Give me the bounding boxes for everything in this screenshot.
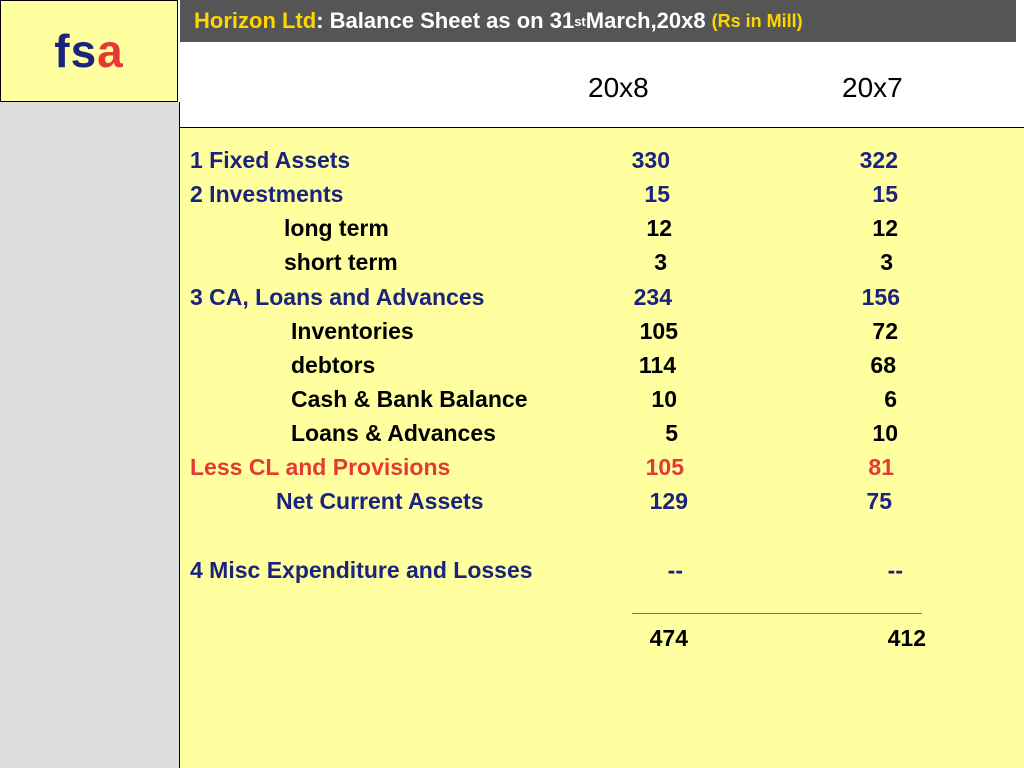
row-label: Loans & Advances [291, 420, 496, 446]
total-year1: 474 [649, 625, 688, 651]
row-value-year1: 114 [638, 352, 676, 378]
row-label: 1 Fixed Assets [190, 147, 351, 173]
row-value-year2: 72 [872, 318, 898, 344]
total-underline [632, 613, 922, 614]
row-value-year1: 330 [631, 147, 670, 173]
row-label: Cash & Bank Balance [291, 386, 528, 412]
row-value-year2: 68 [870, 352, 896, 378]
row-label: short term [284, 249, 398, 275]
row-label: debtors [291, 352, 376, 378]
logo [0, 0, 178, 102]
row-label: long term [284, 215, 389, 241]
slide-title [180, 0, 1016, 42]
title-superscript: st [574, 13, 586, 29]
row-value-year1: 105 [645, 454, 684, 480]
row-value-year2: 6 [884, 386, 897, 412]
row-value-year1: 15 [644, 181, 670, 207]
balance-sheet-body [180, 128, 1024, 768]
row-value-year2: 81 [868, 454, 894, 480]
column-header-year1: 20x8 [588, 72, 649, 103]
row-value-year1: 129 [649, 488, 688, 514]
row-label: Net Current Assets [276, 488, 484, 514]
column-header-row [180, 42, 1024, 128]
row-value-year2: 322 [859, 147, 898, 173]
total-year2: 412 [887, 625, 926, 651]
row-value-year1: 5 [665, 420, 678, 446]
title-date: March,20x8 [585, 8, 706, 33]
row-value-year2: 75 [866, 488, 892, 514]
row-value-year1: 105 [639, 318, 678, 344]
row-label: 3 CA, Loans and Advances [190, 284, 485, 310]
row-label: 4 Misc Expenditure and Losses [190, 557, 533, 583]
row-value-year1: 10 [651, 386, 677, 412]
row-value-year2: 10 [872, 420, 898, 446]
row-value-year2: 3 [880, 249, 893, 275]
row-value-year2: -- [887, 557, 903, 583]
side-panel [0, 102, 180, 768]
row-value-year1: -- [667, 557, 683, 583]
logo-letter-s: s [70, 25, 98, 77]
row-label: 2 Investments [190, 181, 344, 207]
column-header-year2: 20x7 [842, 72, 903, 103]
row-value-year2: 12 [872, 215, 898, 241]
row-value-year2: 156 [861, 284, 900, 310]
row-value-year1: 234 [633, 284, 672, 310]
row-value-year1: 12 [646, 215, 672, 241]
logo-letter-a: a [97, 25, 124, 77]
row-label: Inventories [291, 318, 414, 344]
row-label: Less CL and Provisions [190, 454, 451, 480]
row-value-year1: 3 [654, 249, 667, 275]
title-text: : Balance Sheet as on 31 [316, 8, 575, 33]
row-value-year2: 15 [872, 181, 898, 207]
title-unit: (Rs in Mill) [711, 10, 803, 31]
logo-letter-f: f [54, 25, 71, 77]
company-name: Horizon Ltd [194, 8, 317, 33]
